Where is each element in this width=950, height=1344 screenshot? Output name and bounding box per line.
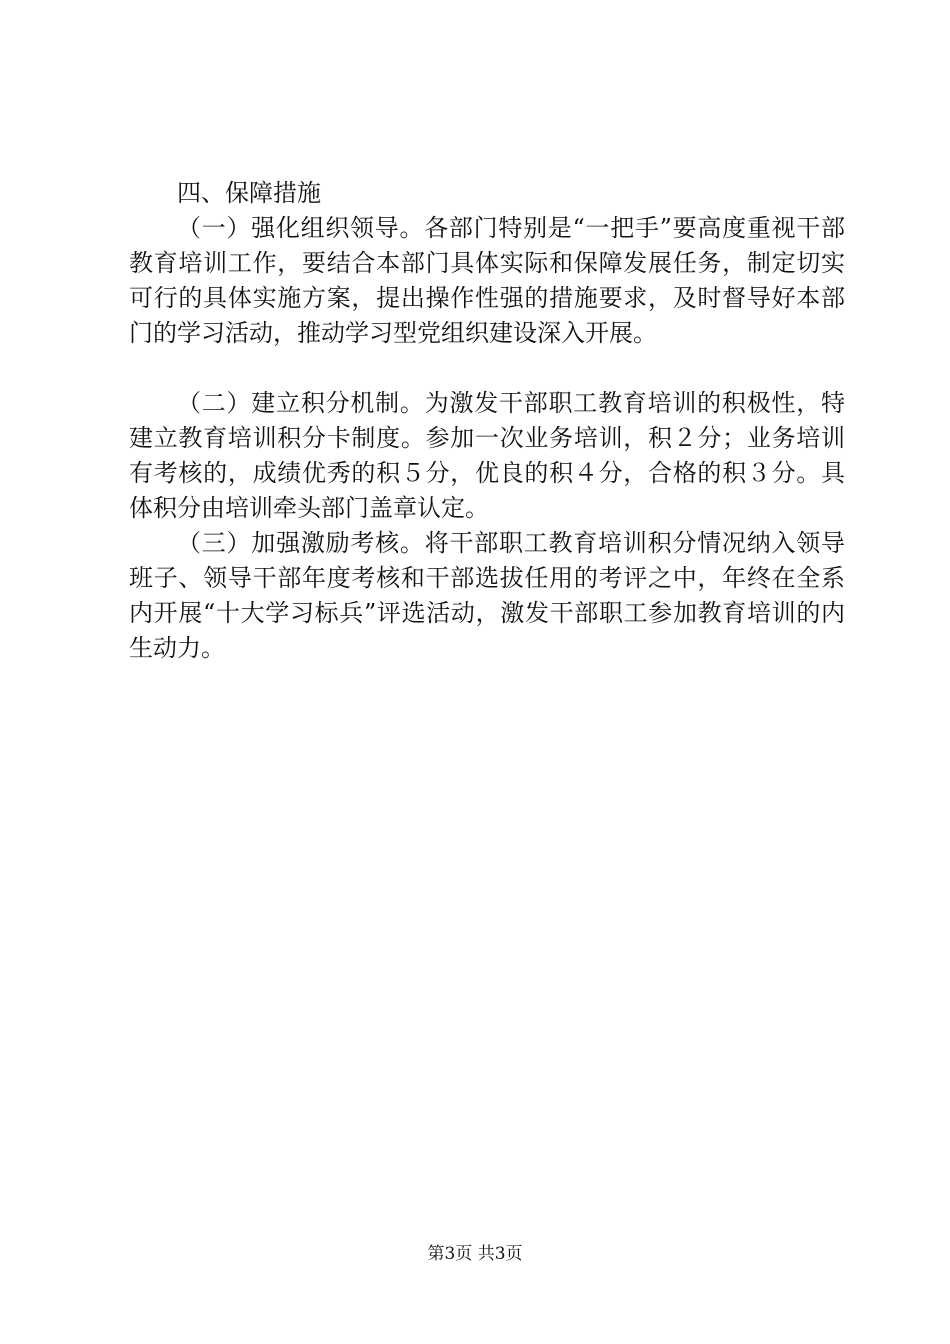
section-heading: 四、保障措施 [177, 179, 321, 207]
page-number-footer: 第3页 共3页 [427, 1244, 523, 1264]
document-body [129, 176, 845, 666]
paragraph-incentive-assessment: （三）加强激励考核。将干部职工教育培训积分情况纳入领导班子、领导干部年度考核和干部选拔任用的考评之中，年终在全系内开展“十大学习标兵”评选活动，激发干部职工参加教育培训的内生动力。 [129, 529, 845, 662]
paragraph-points-mechanism: （二）建立积分机制。为激发干部职工教育培训的积极性，特建立教育培训积分卡制度。参加一次业务培训，积２分；业务培训有考核的，成绩优秀的积５分，优良的积４分，合格的积３分。具体积分由培训牵头部门盖章认定。 [129, 389, 845, 522]
paragraph-organization-leadership: （一）强化组织领导。各部门特别是“一把手”要高度重视干部教育培训工作，要结合本部门具体实际和保障发展任务，制定切实可行的具体实施方案，提出操作性强的措施要求，及时督导好本部门的学习活动，推动学习型党组织建设深入开展。 [129, 214, 845, 347]
